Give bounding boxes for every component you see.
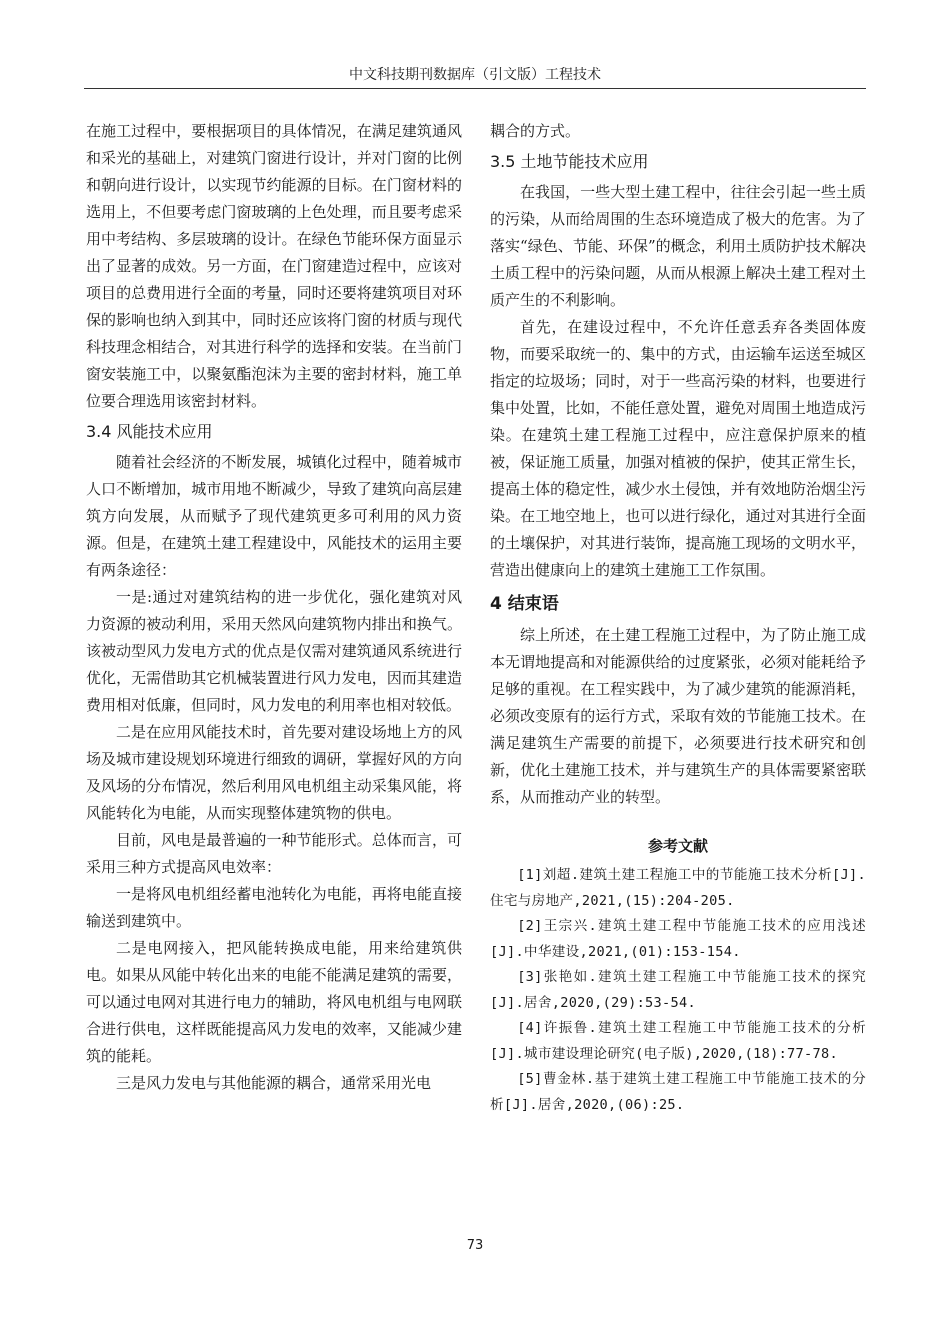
conclusion-paragraph: 综上所述，在土建工程施工过程中，为了防止施工成本无谓地提高和对能源供给的过度紧张，必须对能耗给予足够的重视。在工程实践中，为了减少建筑的能源消耗，必须改变原有的运行方式，采取有效的节能施工技术。在满足建筑生产需要的前提下，必须要进行技术研究和创新，优化土建施工技术，并与建筑生产的具体需要紧密联系，从而推动产业的转型。 xyxy=(490,626,866,806)
running-header: 中文科技期刊数据库（引文版）工程技术 xyxy=(84,62,866,89)
intro-paragraph: 在施工过程中，要根据项目的具体情况，在满足建筑通风和采光的基础上，对建筑门窗进行设计，并对门窗的比例和朝向进行设计，以实现节约能源的目标。在门窗材料的选用上，不但要考虑门窗玻璃的上色处理，而且要考虑采用中考结构、多层玻璃的设计。在绿色节能环保方面显示出了显著的成效。另一方面，在门窗建造过程中，应该对项目的总费用进行全面的考量，同时还要将建筑项目对环保的影响也纳入到其中，同时还应该将门窗的材质与现代科技理念相结合，对其进行科学的选择和安装。在当前门窗安装施工中，以聚氨酯泡沫为主要的密封材料，施工单位要合理选用该密封材料。 xyxy=(86,122,462,410)
section-4-heading: 4 结束语 xyxy=(490,594,559,614)
paragraph: 二是电网接入，把风能转换成电能，用来给建筑供电。如果从风能中转化出来的电能不能满足建筑的需要，可以通过电网对其进行电力的辅助，将风电机组与电网联合进行供电，这样既能提高风力发电的效率，又能减少建筑的能耗。 xyxy=(86,939,462,1065)
right-column xyxy=(490,118,866,1118)
paragraph: 三是风力发电与其他能源的耦合，通常采用光电 xyxy=(116,1074,432,1092)
paragraph: 二是在应用风能技术时，首先要对建设场地上方的风场及城市建设规划环境进行细致的调研，掌握好风的方向及风场的分布情况，然后利用风电机组主动采集风能，将风能转化为电能，从而实现整体建筑物的供电。 xyxy=(86,723,462,822)
left-column xyxy=(86,118,462,1097)
reference-item: [1]刘超.建筑土建工程施工中的节能施工技术分析[J].住宅与房地产,2021,(15):204-205. xyxy=(490,867,866,909)
continuation-text: 耦合的方式。 xyxy=(490,122,581,140)
section-3-4-heading: 3.4 风能技术应用 xyxy=(86,422,213,441)
paragraph: 目前，风电是最普遍的一种节能形式。总体而言，可采用三种方式提高风电效率： xyxy=(86,831,462,876)
reference-item: [2]王宗兴.建筑土建工程中节能施工技术的应用浅述[J].中华建设,2021,(01):153-154. xyxy=(490,918,866,960)
paragraph: 一是将风电机组经蓄电池转化为电能，再将电能直接输送到建筑中。 xyxy=(86,885,462,930)
paragraph: 在我国，一些大型土建工程中，往往会引起一些土质的污染，从而给周围的生态环境造成了极大的危害。为了落实“绿色、节能、环保”的概念，利用土质防护技术解决土质工程中的污染问题，从而从根源上解决土建工程对土质产生的不利影响。 xyxy=(490,183,866,309)
paragraph: 随着社会经济的不断发展，城镇化过程中，随着城市人口不断增加，城市用地不断减少，导致了建筑向高层建筑方向发展，从而赋予了现代建筑更多可利用的风力资源。但是，在建筑土建工程建设中，风能技术的运用主要有两条途径： xyxy=(86,453,462,579)
reference-item: [3]张艳如.建筑土建工程施工中节能施工技术的探究[J].居舍,2020,(29):53-54. xyxy=(490,969,866,1011)
references-title: 参考文献 xyxy=(647,837,708,855)
paragraph: 一是:通过对建筑结构的进一步优化，强化建筑对风力资源的被动利用，采用天然风向建筑物内排出和换气。该被动型风力发电方式的优点是仅需对建筑通风系统进行优化，无需借助其它机械装置进行风力发电，因而其建造费用相对低廉，但同时，风力发电的利用率也相对较低。 xyxy=(86,588,462,714)
page-number: 73 xyxy=(466,1238,484,1253)
section-3-5-heading: 3.5 土地节能技术应用 xyxy=(490,152,649,171)
reference-item: [4]许振鲁.建筑土建工程施工中节能施工技术的分析[J].城市建设理论研究(电子版),2020,(18):77-78. xyxy=(490,1020,866,1062)
reference-item: [5]曹金林.基于建筑土建工程施工中节能施工技术的分析[J].居舍,2020,(06):25. xyxy=(490,1071,866,1113)
paragraph: 首先，在建设过程中，不允许任意丢弃各类固体废物，而要采取统一的、集中的方式，由运输车运送至城区指定的垃圾场；同时，对于一些高污染的材料，也要进行集中处置，比如，不能任意处置，避免对周围土地造成污染。在建筑土建工程施工过程中，应注意保护原来的植被，保证施工质量，加强对植被的保护，使其正常生长，提高土体的稳定性，减少水土侵蚀，并有效地防治烟尘污染。在工地空地上，也可以进行绿化，通过对其进行全面的土壤保护，对其进行装饰，提高施工现场的文明水平，营造出健康向上的建筑土建施工工作氛围。 xyxy=(490,318,866,579)
